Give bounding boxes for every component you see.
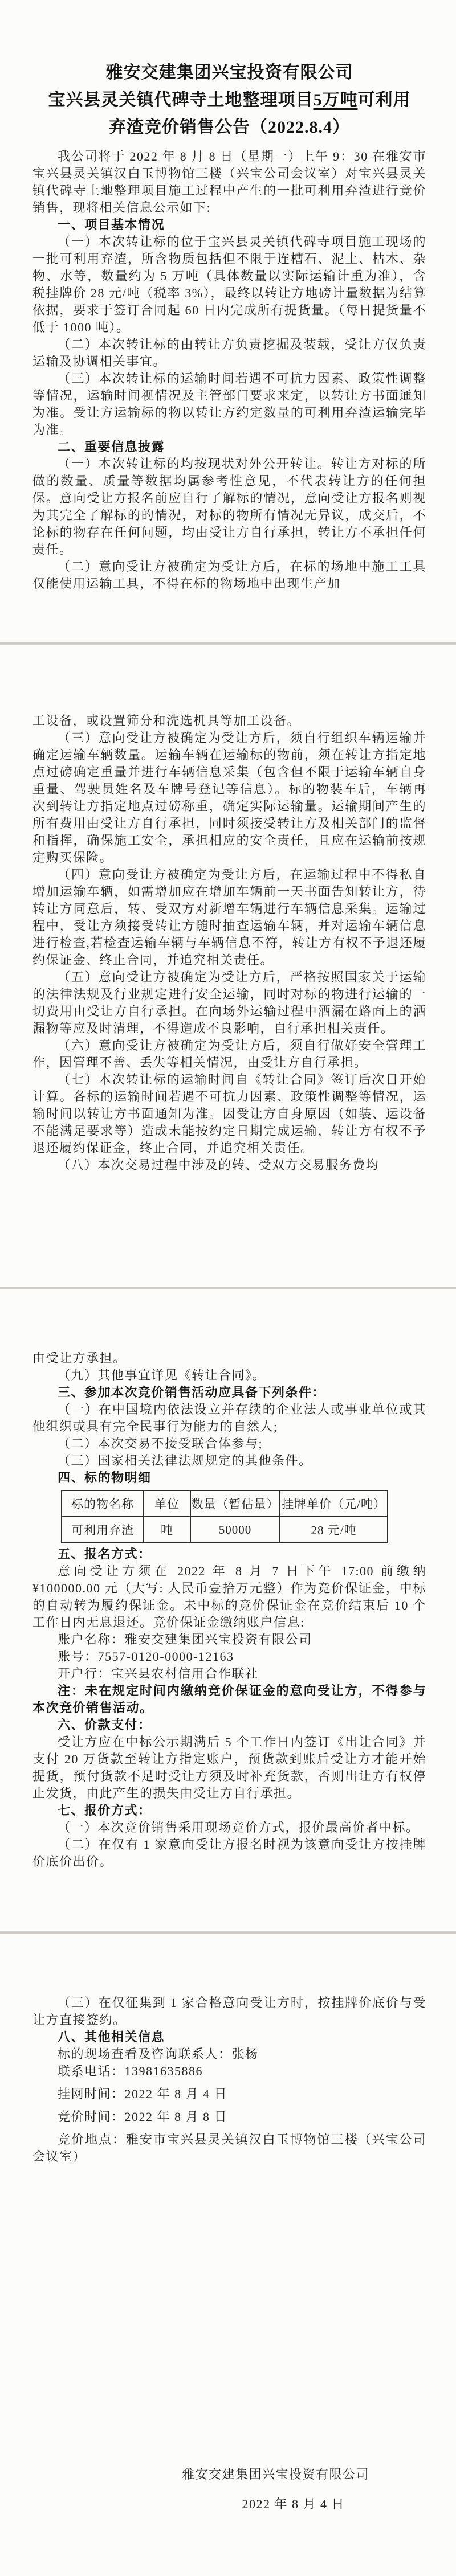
paragraph-2-4: （四）意向受让方被确定为受让方后，在运输过程中不得私自增加运输车辆，如需增加应在增加车辆前一天书面告知转让方，待转让方同意后，转、受双方对新增车辆进行车辆信息采集。运输过程中，受让方须接受转让方随时抽查运输车辆，并对运输车辆信息进行检查,若检查运输车辆与车辆信息不符，转让方有权不予退还履约保证金、终止合同，并追究相关责任。 [32, 867, 426, 967]
table-header-quantity: 数量（暂估量） [190, 1490, 280, 1517]
table-cell-quantity: 50000 [190, 1517, 280, 1543]
paragraph-1-2: （二）本次转让标的由转让方负责挖掘及装载，受让方仅负责运输及协调相关事宜。 [32, 337, 426, 368]
document-page-3 [0, 1289, 456, 1931]
title-line-project [32, 87, 426, 114]
paragraph-5-1: 意向受让方须在 2022 年 8 月 7 日下午 17:00 前缴纳 ¥100000.00 元（大写: 人民币壹拾万元整）作为竞价保证金，中标的自动转为履约保证金。未中标的竞价保证金在竞价结束后 10 个工作日内无息退还。竞价保证金缴纳账户信息: [32, 1564, 426, 1629]
paragraph-2-1: （一）本次转让标的均按现状对外公开转让。转让方对标的所做的数量、质量等数据均属参考性意见，不代表转让方的任何担保。意向受让方报名前应自行了解标的情况，意向受让方报名则视为其完全了解标的的情况，对标的物所有情况无异议，成交后，不论标的物存在任何问题，均由受让方自行承担，转让方不承担任何责任。 [32, 457, 426, 556]
paragraph-intro: 我公司将于 2022 年 8 月 8 日（星期一）上午 9：30 在雅安市宝兴县灵关镇汉白玉博物馆三楼（兴宝公司会议室）对宝兴县灵关镇代碑寺土地整理项目施工过程中产生的一批可利用弃渣进行竞价销售，现将相关信息公示如下: [32, 149, 426, 215]
paragraph-3-2: （二）本次交易不接受联合体参与; [58, 1436, 263, 1451]
title-project-pre: 宝兴县灵关镇代碑寺土地整理项目 [48, 91, 314, 109]
title-line-notice: 弃渣竞价销售公告（2022.8.4） [109, 118, 350, 137]
table-row [62, 1517, 388, 1543]
title-line-company: 雅安交建集团兴宝投资有限公司 [105, 63, 353, 82]
paragraph-2-3: （三）意向受让方被确定为受让方后，须自行组织车辆运输并确定运输车辆数量。运输车辆在运输标的物前，须在转让方指定地点过磅确定重量并进行车辆信息采集（包含但不限于运输车辆自身重量、驾驶员姓名及车牌号登记等信息）。标的物装车后，车辆再次到转让方指定地点过磅称重，确定实际运输量。运输期间产生的所有费用由受让方自行承担，同时须接受转让方及相关部门的监督和指挥，确保施工安全，承担相应的安全责任，且应在运输前按规定购买保险。 [32, 731, 426, 865]
heading-section-1: 一、项目基本情况 [58, 218, 165, 232]
table-cell-listing-price: 28 元/吨 [280, 1517, 388, 1543]
document-page-4 [0, 1934, 456, 2576]
signature-date: 2022 年 8 月 4 日 [242, 2497, 345, 2511]
heading-section-5: 五、报名方式： [58, 1547, 152, 1561]
table-header-row [62, 1490, 388, 1517]
heading-section-8: 八、其他相关信息 [58, 2030, 165, 2044]
contact-person-line: 标的现场查看及咨询联系人：张杨 [58, 2047, 259, 2061]
document-page-1 [0, 0, 456, 642]
paragraph-2-8-part2: 由受让方承担。 [32, 1351, 127, 1365]
paragraph-2-7: （七）本次转让标的运输时间自《转让合同》签订后次日开始计算。各标的运输时间若遇不可抗力因素、政策性调整等情况，运输时间以转让方书面通知为准。因受让方自身原因（如装、运设备不能满足要求等）造成未能按约定日期完成运输，转让方有权不予退还履约保证金，终止合同，并追究相关责任。 [32, 1072, 426, 1155]
heading-section-4: 四、标的物明细 [58, 1471, 152, 1485]
paragraph-2-2-part1: （二）意向受让方被确定为受让方后，在标的场地中施工工具仅能使用运输工具，不得在标的物场地中出现生产加 [32, 559, 426, 591]
paragraph-3-1: （一）在中国境内依法设立并存续的企业法人或事业单位或其他组织或具有完全民事行为能力的自然人; [32, 1402, 426, 1434]
paragraph-7-1: （一）本次竞价销售采用现场竞价方式，报价最高价者中标。 [58, 1820, 420, 1834]
paragraph-1-3: （三）本次转让标的运输时间若遇不可抗力因素、政策性调整等情况，运输时间视情况及主管部门要求来定，以转让方书面通知为准。受让方运输标的物以转让方约定数量的可利用弃渣运输完毕为准。 [32, 371, 426, 437]
table-header-lot-name: 标的物名称 [62, 1490, 144, 1517]
paragraph-2-5: （五）意向受让方被确定为受让方后，严格按照国家关于运输的法律法规及行业规定进行安全运输，同时对标的物进行运输的一切费用由受让方自行承担。在向场外运输过程中洒漏在路面上的洒漏物等应及时清理，不得造成不良影响，自行承担相关责任。 [32, 970, 426, 1035]
bidding-place-line: 竞价地点：雅安市宝兴县灵关镇汉白玉博物馆三楼（兴宝公司会议室） [32, 2132, 426, 2164]
paragraph-2-6: （六）意向受让方被确定为受让方后，须自行做好安全管理工作，因管理不善、丢失等相关情况，由受让方自行承担。 [32, 1038, 426, 1070]
heading-section-3: 三、参加本次竞价销售活动应具备下列条件： [58, 1385, 326, 1399]
contact-phone-line: 联系电话：13981635886 [58, 2064, 203, 2078]
heading-section-6: 六、价款支付： [58, 1718, 152, 1732]
document-page-2 [0, 645, 456, 1287]
paragraph-7-2: （二）在仅有 1 家意向受让方报名时视为该意向受让方按挂牌价底价出价。 [32, 1837, 426, 1869]
paragraph-6-1: 受让方应在中标公示期满后 5 个工作日内签订《出让合同》并支付 20 万货款至转让方指定账户，预货款到账后受让方才能开始提货，预付货款不足时受让方须及时补充货款，否则出让方有权停止发货，由此产生的损失由受让方自行承担。 [32, 1735, 426, 1800]
account-bank-line: 开户行：宝兴县农村信用合作联社 [58, 1666, 259, 1681]
heading-section-2: 二、重要信息披露 [58, 440, 165, 454]
paragraph-7-3: （三）在仅征集到 1 家合格意向受让方时，按挂牌价底价与受让方直接签约。 [32, 1996, 426, 2027]
table-cell-lot-name: 可利用弃渣 [62, 1517, 144, 1543]
deposit-note: 注：未在规定时间内缴纳竞价保证金的意向受让方，不得参与本次竞价销售活动。 [32, 1684, 426, 1715]
paragraph-3-3: （三）国家相关法律法规规定的其他条件。 [58, 1453, 312, 1468]
title-project-post: 可利用 [357, 91, 411, 109]
table-header-unit: 单位 [144, 1490, 190, 1517]
signature-company: 雅安交建集团兴宝投资有限公司 [181, 2467, 369, 2481]
title-quantity-underlined: 5万吨 [313, 91, 358, 109]
paragraph-2-9: （九）其他事宜详见《转让合同》。 [58, 1368, 266, 1382]
paragraph-2-2-part2: 工设备，或设置筛分和洗选机具等加工设备。 [32, 714, 301, 728]
paragraph-1-1: （一）本次转让标的位于宝兴县灵关镇代碑寺项目施工现场的一批可利用弃渣，所含物质包括但不限于连槽石、泥土、枯木、杂物、水等，数量约为 5 万吨（具体数量以实际运输计重为准），含税挂牌价 28 元/吨（税率 3%），最终以转让方地磅计量数据为结算依据，要求于签订合同起 60 日内完成所有提货量。（每日提货量不低于 1000 吨）。 [32, 235, 426, 334]
listing-time-line: 挂网时间：2022 年 8 月 4 日 [58, 2087, 228, 2101]
table-header-listing-price: 挂牌单价（元/吨） [280, 1490, 388, 1517]
lot-detail-table [61, 1490, 388, 1543]
document-title [32, 59, 426, 141]
heading-section-7: 七、报价方式： [58, 1803, 152, 1817]
account-number-line: 账号：7557-0120-0000-12163 [58, 1649, 234, 1664]
account-name-line: 账户名称：雅安交建集团兴宝投资有限公司 [58, 1632, 312, 1647]
paragraph-2-8-part1: （八）本次交易过程中涉及的转、受双方交易服务费均 [58, 1158, 380, 1172]
bidding-time-line: 竞价时间：2022 年 8 月 8 日 [58, 2110, 228, 2124]
table-cell-unit: 吨 [144, 1517, 190, 1543]
